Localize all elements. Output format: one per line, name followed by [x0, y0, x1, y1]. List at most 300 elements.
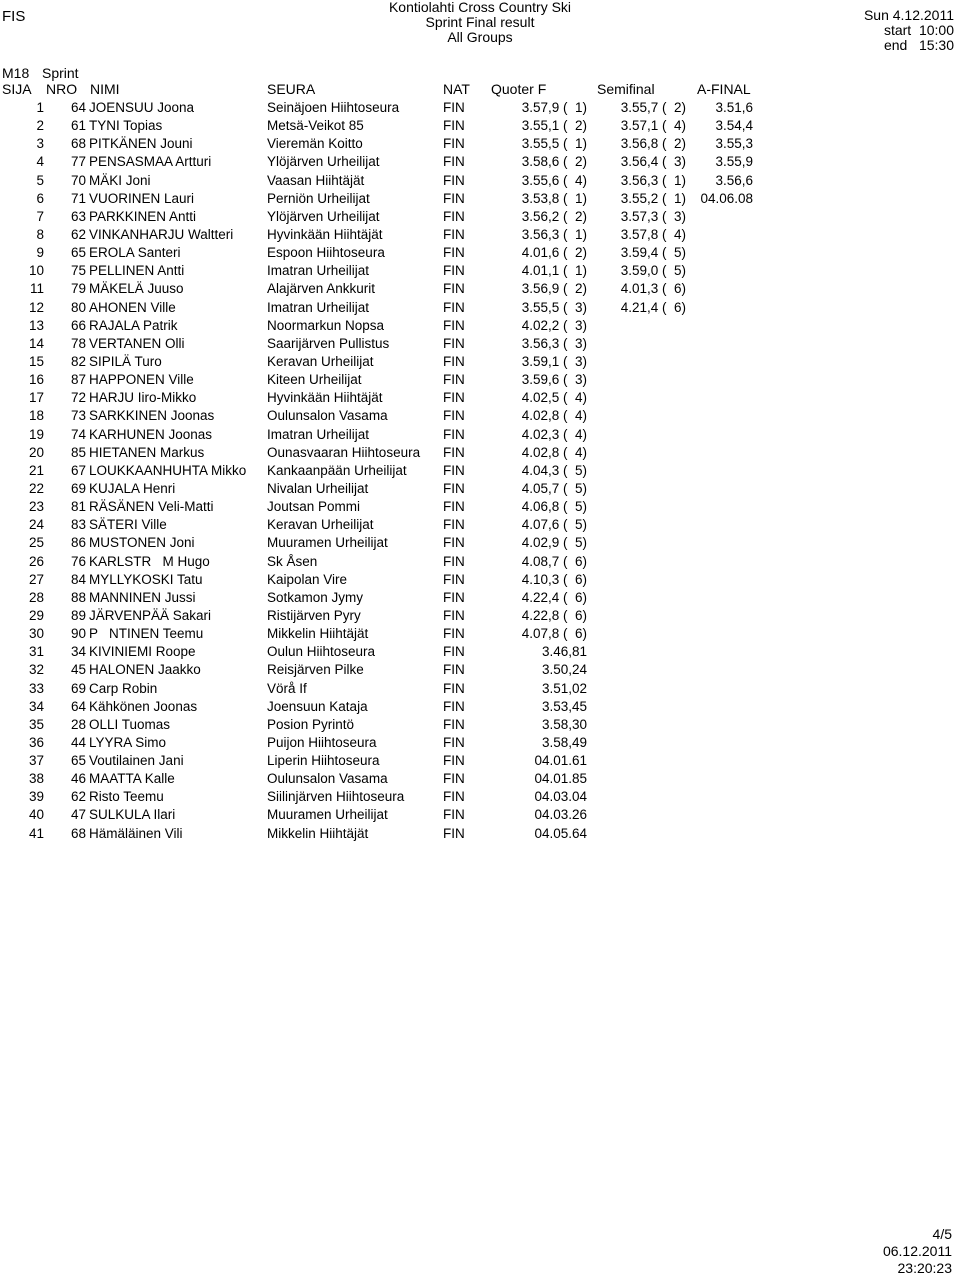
rank-cell: 22: [28, 480, 44, 496]
bib-number-cell: 69: [70, 480, 86, 496]
afinal-time-cell: 3.55,9: [715, 154, 753, 170]
page-number: 4/5: [932, 1226, 952, 1242]
afinal-time-cell: 3.54,4: [715, 118, 753, 134]
rank-cell: 30: [28, 626, 44, 642]
club-cell: Oulun Hiihtoseura: [267, 644, 376, 660]
nation-cell: FIN: [443, 335, 465, 351]
bib-number-cell: 75: [70, 263, 86, 279]
semifinal-time-cell: 3.57,1 ( 4): [620, 118, 686, 134]
table-row: [0, 426, 960, 444]
club-cell: Alajärven Ankkurit: [267, 281, 376, 297]
semifinal-time-cell: 3.56,8 ( 2): [620, 136, 686, 152]
bib-number-cell: 45: [70, 662, 86, 678]
athlete-name-cell: JÄRVENPÄÄ Sakari: [89, 607, 212, 623]
col-nat-header: NAT: [443, 81, 470, 97]
semifinal-time-cell: 3.57,8 ( 4): [620, 226, 686, 242]
print-date: 06.12.2011: [882, 1243, 952, 1259]
bib-number-cell: 34: [70, 644, 86, 660]
semifinal-time-cell: 3.56,3 ( 1): [620, 172, 686, 188]
quoter-time-cell: 3.56,2 ( 2): [521, 208, 587, 224]
table-row: [0, 498, 960, 516]
rank-cell: 35: [28, 716, 44, 732]
athlete-name-cell: VUORINEN Lauri: [89, 190, 195, 206]
quoter-time-cell: 3.56,9 ( 2): [521, 281, 587, 297]
club-cell: Oulunsalon Vasama: [267, 408, 388, 424]
table-row: [0, 280, 960, 298]
rank-cell: 10: [28, 263, 44, 279]
athlete-name-cell: JOENSUU Joona: [89, 100, 195, 115]
nation-cell: FIN: [443, 462, 465, 478]
table-row: [0, 462, 960, 480]
bib-number-cell: 85: [70, 444, 86, 460]
afinal-time-cell: 3.51,6: [715, 100, 753, 115]
nation-cell: FIN: [443, 644, 465, 660]
quoter-time-cell: 3.53,8 ( 1): [521, 190, 587, 206]
quoter-time-cell: 4.08,7 ( 6): [521, 553, 587, 569]
bib-number-cell: 79: [70, 281, 86, 297]
discipline-label: Sprint: [42, 65, 79, 81]
club-cell: Metsä-Veikot 85: [267, 118, 364, 134]
quoter-time-cell: 4.07,8 ( 6): [521, 626, 587, 642]
club-cell: Reisjärven Pilke: [267, 662, 364, 678]
bib-number-cell: 77: [70, 154, 86, 170]
athlete-name-cell: SÄTERI Ville: [89, 517, 167, 533]
afinal-time-cell: 3.55,3: [715, 136, 753, 152]
table-row: [0, 698, 960, 716]
quoter-time-cell: 4.01,1 ( 1): [521, 263, 587, 279]
groups-label: All Groups: [447, 29, 513, 45]
rank-cell: 5: [36, 172, 44, 188]
nation-cell: FIN: [443, 353, 465, 369]
club-cell: Joutsan Pommi: [267, 499, 361, 515]
rank-cell: 15: [28, 353, 44, 369]
semifinal-time-cell: 4.21,4 ( 6): [620, 299, 686, 315]
club-cell: Noormarkun Nopsa: [267, 317, 385, 333]
rank-cell: 29: [28, 607, 44, 623]
rank-cell: 8: [36, 226, 44, 242]
rank-cell: 38: [28, 771, 44, 787]
club-cell: Vörå If: [267, 680, 307, 696]
athlete-name-cell: PARKKINEN Antti: [89, 208, 197, 224]
quoter-time-cell: 3.55,1 ( 2): [521, 118, 587, 134]
col-club-header: SEURA: [267, 81, 316, 97]
quoter-time-cell: 04.03.04: [534, 789, 587, 805]
athlete-name-cell: MUSTONEN Joni: [89, 535, 195, 551]
athlete-name-cell: KARHUNEN Joonas: [89, 426, 213, 442]
rank-cell: 37: [28, 753, 44, 769]
rank-cell: 36: [28, 734, 44, 750]
rank-cell: 40: [28, 807, 44, 823]
athlete-name-cell: Hämäläinen Vili: [89, 825, 183, 841]
athlete-name-cell: RAJALA Patrik: [89, 317, 178, 333]
athlete-name-cell: MÄKELÄ Juuso: [89, 281, 184, 297]
table-row: [0, 371, 960, 389]
afinal-time-cell: 04.06.08: [700, 190, 753, 206]
bib-number-cell: 44: [70, 734, 86, 750]
athlete-name-cell: LYYRA Simo: [89, 734, 167, 750]
rank-cell: 7: [36, 208, 44, 224]
semifinal-time-cell: 3.57,3 ( 3): [620, 208, 686, 224]
quoter-time-cell: 3.58,6 ( 2): [521, 154, 587, 170]
rank-cell: 33: [28, 680, 44, 696]
table-row: [0, 190, 960, 208]
nation-cell: FIN: [443, 100, 465, 115]
col-afinal-header: A-FINAL: [697, 81, 751, 97]
title-block: [330, 0, 630, 45]
table-row: [0, 661, 960, 679]
athlete-name-cell: HIETANEN Markus: [89, 444, 205, 460]
athlete-name-cell: SULKULA Ilari: [89, 807, 176, 823]
nation-cell: FIN: [443, 136, 465, 152]
quoter-time-cell: 3.55,5 ( 1): [521, 136, 587, 152]
quoter-time-cell: 4.02,2 ( 3): [521, 317, 587, 333]
print-time: 23:20:23: [897, 1260, 952, 1276]
semifinal-time-cell: 3.55,2 ( 1): [620, 190, 686, 206]
athlete-name-cell: HARJU Iiro-Mikko: [89, 390, 197, 406]
col-quoter-header: Quoter F: [491, 81, 547, 97]
rank-cell: 6: [36, 190, 44, 206]
table-row: [0, 444, 960, 462]
rank-cell: 32: [28, 662, 44, 678]
date-block: [864, 8, 954, 53]
rank-cell: 12: [28, 299, 44, 315]
table-row: [0, 353, 960, 371]
nation-cell: FIN: [443, 517, 465, 533]
result-type: Sprint Final result: [425, 14, 535, 30]
nation-cell: FIN: [443, 698, 465, 714]
bib-number-cell: 67: [70, 462, 86, 478]
club-cell: Sotkamon Jymy: [267, 589, 364, 605]
nation-cell: FIN: [443, 607, 465, 623]
athlete-name-cell: P NTINEN Teemu: [89, 626, 204, 642]
athlete-name-cell: MÄKI Joni: [89, 172, 151, 188]
club-cell: Kankaanpään Urheilijat: [267, 462, 407, 478]
athlete-name-cell: TYNI Topias: [89, 118, 163, 134]
rank-cell: 24: [28, 517, 44, 533]
club-cell: Nivalan Urheilijat: [267, 480, 369, 496]
quoter-time-cell: 4.02,8 ( 4): [521, 408, 587, 424]
club-cell: Puijon Hiihtoseura: [267, 734, 377, 750]
nation-cell: FIN: [443, 662, 465, 678]
quoter-time-cell: 4.06,8 ( 5): [521, 499, 587, 515]
quoter-time-cell: 4.07,6 ( 5): [521, 517, 587, 533]
nation-cell: FIN: [443, 499, 465, 515]
bib-number-cell: 73: [70, 408, 86, 424]
quoter-time-cell: 4.02,3 ( 4): [521, 426, 587, 442]
quoter-time-cell: 3.59,1 ( 3): [521, 353, 587, 369]
club-cell: Imatran Urheilijat: [267, 263, 370, 279]
club-cell: Imatran Urheilijat: [267, 426, 370, 442]
table-row: [0, 208, 960, 226]
nation-cell: FIN: [443, 789, 465, 805]
nation-cell: FIN: [443, 190, 465, 206]
athlete-name-cell: HAPPONEN Ville: [89, 372, 194, 388]
rank-cell: 18: [28, 408, 44, 424]
athlete-name-cell: OLLI Tuomas: [89, 716, 171, 732]
nation-cell: FIN: [443, 390, 465, 406]
club-cell: Keravan Urheilijat: [267, 353, 374, 369]
athlete-name-cell: PITKÄNEN Jouni: [89, 136, 193, 152]
quoter-time-cell: 3.59,6 ( 3): [521, 372, 587, 388]
bib-number-cell: 61: [70, 118, 86, 134]
athlete-name-cell: Voutilainen Jani: [89, 753, 184, 769]
table-row: [0, 806, 960, 824]
club-cell: Vieremän Koitto: [267, 136, 363, 152]
rank-cell: 14: [28, 335, 44, 351]
bib-number-cell: 72: [70, 390, 86, 406]
bib-number-cell: 83: [70, 517, 86, 533]
nation-cell: FIN: [443, 716, 465, 732]
quoter-time-cell: 3.55,6 ( 4): [521, 172, 587, 188]
quoter-time-cell: 3.57,9 ( 1): [521, 100, 587, 115]
nation-cell: FIN: [443, 626, 465, 642]
col-semifinal-header: Semifinal: [597, 81, 655, 97]
semifinal-time-cell: 3.59,4 ( 5): [620, 245, 686, 261]
nation-cell: FIN: [443, 807, 465, 823]
rank-cell: 4: [36, 154, 44, 170]
quoter-time-cell: 3.46,81: [541, 644, 587, 660]
rank-cell: 3: [36, 136, 44, 152]
nation-cell: FIN: [443, 317, 465, 333]
nation-cell: FIN: [443, 118, 465, 134]
nation-cell: FIN: [443, 172, 465, 188]
athlete-name-cell: RÄSÄNEN Veli-Matti: [89, 499, 214, 515]
club-cell: Seinäjoen Hiihtoseura: [267, 100, 400, 115]
category-label: M18: [2, 65, 30, 81]
quoter-time-cell: 3.58,30: [541, 716, 587, 732]
athlete-name-cell: HALONEN Jaakko: [89, 662, 201, 678]
athlete-name-cell: SARKKINEN Joonas: [89, 408, 215, 424]
club-cell: Perniön Urheilijat: [267, 190, 370, 206]
col-no-header: NRO: [46, 81, 78, 97]
table-row: [0, 135, 960, 153]
quoter-time-cell: 4.10,3 ( 6): [521, 571, 587, 587]
athlete-name-cell: PELLINEN Antti: [89, 263, 185, 279]
quoter-time-cell: 4.22,8 ( 6): [521, 607, 587, 623]
club-cell: Keravan Urheilijat: [267, 517, 374, 533]
club-cell: Imatran Urheilijat: [267, 299, 370, 315]
athlete-name-cell: Kähkönen Joonas: [89, 698, 198, 714]
club-cell: Saarijärven Pullistus: [267, 335, 390, 351]
nation-cell: FIN: [443, 426, 465, 442]
club-cell: Hyvinkään Hiihtäjät: [267, 226, 383, 242]
table-row: [0, 299, 960, 317]
table-row: [0, 480, 960, 498]
club-cell: Joensuun Kataja: [267, 698, 368, 714]
table-row: [0, 770, 960, 788]
nation-cell: FIN: [443, 154, 465, 170]
rank-cell: 1: [36, 100, 44, 115]
athlete-name-cell: AHONEN Ville: [89, 299, 176, 315]
end-time: end 15:30: [883, 37, 954, 53]
bib-number-cell: 65: [70, 245, 86, 261]
bib-number-cell: 66: [70, 317, 86, 333]
table-row: [0, 99, 960, 117]
table-row: [0, 389, 960, 407]
nation-cell: FIN: [443, 408, 465, 424]
bib-number-cell: 90: [70, 626, 86, 642]
athlete-name-cell: Risto Teemu: [89, 789, 164, 805]
bib-number-cell: 80: [70, 299, 86, 315]
club-cell: Kiteen Urheilijat: [267, 372, 362, 388]
athlete-name-cell: MYLLYKOSKI Tatu: [89, 571, 203, 587]
athlete-name-cell: VINKANHARJU Waltteri: [89, 226, 234, 242]
semifinal-time-cell: 3.55,7 ( 2): [620, 100, 686, 115]
bib-number-cell: 78: [70, 335, 86, 351]
athlete-name-cell: LOUKKAANHUHTA Mikko: [89, 462, 247, 478]
rank-cell: 11: [29, 281, 44, 297]
nation-cell: FIN: [443, 825, 465, 841]
rank-cell: 39: [28, 789, 44, 805]
nation-cell: FIN: [443, 753, 465, 769]
table-row: [0, 643, 960, 661]
bib-number-cell: 63: [70, 208, 86, 224]
quoter-time-cell: 3.51,02: [541, 680, 587, 696]
athlete-name-cell: KARLSTR M Hugo: [89, 553, 210, 569]
rank-cell: 20: [28, 444, 44, 460]
table-row: [0, 516, 960, 534]
bib-number-cell: 74: [70, 426, 86, 442]
table-row: [0, 734, 960, 752]
quoter-time-cell: 3.53,45: [541, 698, 587, 714]
event-title: Kontiolahti Cross Country Ski: [388, 0, 572, 15]
club-cell: Hyvinkään Hiihtäjät: [267, 390, 383, 406]
club-cell: Ounasvaaran Hiihtoseura: [267, 444, 421, 460]
athlete-name-cell: VERTANEN Olli: [89, 335, 185, 351]
bib-number-cell: 69: [70, 680, 86, 696]
nation-cell: FIN: [443, 263, 465, 279]
quoter-time-cell: 3.58,49: [541, 734, 587, 750]
quoter-time-cell: 4.02,5 ( 4): [521, 390, 587, 406]
semifinal-time-cell: 4.01,3 ( 6): [620, 281, 686, 297]
bib-number-cell: 87: [70, 372, 86, 388]
table-row: [0, 117, 960, 135]
table-row: [0, 571, 960, 589]
nation-cell: FIN: [443, 571, 465, 587]
table-row: [0, 335, 960, 353]
bib-number-cell: 62: [70, 789, 86, 805]
bib-number-cell: 71: [70, 190, 86, 206]
rank-cell: 31: [28, 644, 44, 660]
athlete-name-cell: KUJALA Henri: [89, 480, 176, 496]
club-cell: Mikkelin Hiihtäjät: [267, 825, 369, 841]
club-cell: Ristijärven Pyry: [267, 607, 361, 623]
quoter-time-cell: 3.56,3 ( 3): [521, 335, 587, 351]
event-date: Sun 4.12.2011: [863, 7, 954, 23]
rank-cell: 25: [28, 535, 44, 551]
rank-cell: 23: [28, 499, 44, 515]
bib-number-cell: 70: [70, 172, 86, 188]
bib-number-cell: 28: [70, 716, 86, 732]
athlete-name-cell: EROLA Santeri: [89, 245, 181, 261]
bib-number-cell: 65: [70, 753, 86, 769]
rank-cell: 17: [28, 390, 44, 406]
table-row: [0, 534, 960, 552]
semifinal-time-cell: 3.56,4 ( 3): [620, 154, 686, 170]
quoter-time-cell: 4.02,8 ( 4): [521, 444, 587, 460]
club-cell: Muuramen Urheilijat: [267, 807, 388, 823]
table-row: [0, 317, 960, 335]
table-row: [0, 153, 960, 171]
athlete-name-cell: PENSASMAA Artturi: [89, 154, 212, 170]
quoter-time-cell: 4.05,7 ( 5): [521, 480, 587, 496]
club-cell: Liperin Hiihtoseura: [267, 753, 380, 769]
nation-cell: FIN: [443, 444, 465, 460]
club-cell: Kaipolan Vire: [267, 571, 348, 587]
bib-number-cell: 62: [70, 226, 86, 242]
bib-number-cell: 47: [70, 807, 86, 823]
bib-number-cell: 64: [70, 698, 86, 714]
bib-number-cell: 81: [70, 499, 86, 515]
quoter-time-cell: 4.02,9 ( 5): [521, 535, 587, 551]
nation-cell: FIN: [443, 535, 465, 551]
rank-cell: 2: [36, 118, 44, 134]
rank-cell: 27: [28, 571, 44, 587]
nation-cell: FIN: [443, 553, 465, 569]
col-rank-header: SIJA: [2, 81, 32, 97]
quoter-time-cell: 04.01.61: [534, 753, 587, 769]
rank-cell: 13: [28, 317, 44, 333]
nation-cell: FIN: [443, 480, 465, 496]
quoter-time-cell: 3.50,24: [541, 662, 587, 678]
table-row: [0, 607, 960, 625]
nation-cell: FIN: [443, 281, 465, 297]
afinal-time-cell: 3.56,6: [715, 172, 753, 188]
club-cell: Vaasan Hiihtäjät: [267, 172, 365, 188]
bib-number-cell: 84: [70, 571, 86, 587]
club-cell: Siilinjärven Hiihtoseura: [267, 789, 405, 805]
quoter-time-cell: 3.55,5 ( 3): [521, 299, 587, 315]
nation-cell: FIN: [443, 245, 465, 261]
table-row: [0, 752, 960, 770]
nation-cell: FIN: [443, 226, 465, 242]
rank-cell: 41: [28, 825, 44, 841]
table-row: [0, 172, 960, 190]
rank-cell: 26: [28, 553, 44, 569]
athlete-name-cell: MAATTA Kalle: [89, 771, 175, 787]
rank-cell: 16: [28, 372, 44, 388]
club-cell: Muuramen Urheilijat: [267, 535, 388, 551]
table-row: [0, 825, 960, 843]
club-cell: Espoon Hiihtoseura: [267, 245, 385, 261]
bib-number-cell: 88: [70, 589, 86, 605]
bib-number-cell: 89: [70, 607, 86, 623]
quoter-time-cell: 4.22,4 ( 6): [521, 589, 587, 605]
bib-number-cell: 64: [70, 100, 86, 115]
semifinal-time-cell: 3.59,0 ( 5): [620, 263, 686, 279]
rank-cell: 9: [36, 245, 44, 261]
bib-number-cell: 76: [70, 553, 86, 569]
nation-cell: FIN: [443, 372, 465, 388]
table-row: [0, 262, 960, 280]
results-table: [0, 99, 960, 843]
table-row: [0, 407, 960, 425]
table-row: [0, 788, 960, 806]
fis-label: FIS: [2, 8, 26, 25]
rank-cell: 19: [28, 426, 44, 442]
col-name-header: NIMI: [90, 81, 120, 97]
nation-cell: FIN: [443, 680, 465, 696]
athlete-name-cell: SIPILÄ Turo: [89, 353, 162, 369]
club-cell: Posion Pyrintö: [267, 716, 355, 732]
bib-number-cell: 68: [70, 825, 86, 841]
table-header: [0, 81, 960, 99]
club-cell: Ylöjärven Urheilijat: [267, 208, 380, 224]
club-cell: Ylöjärven Urheilijat: [267, 154, 380, 170]
footer: [883, 1226, 952, 1277]
club-cell: Sk Åsen: [267, 553, 318, 569]
nation-cell: FIN: [443, 208, 465, 224]
